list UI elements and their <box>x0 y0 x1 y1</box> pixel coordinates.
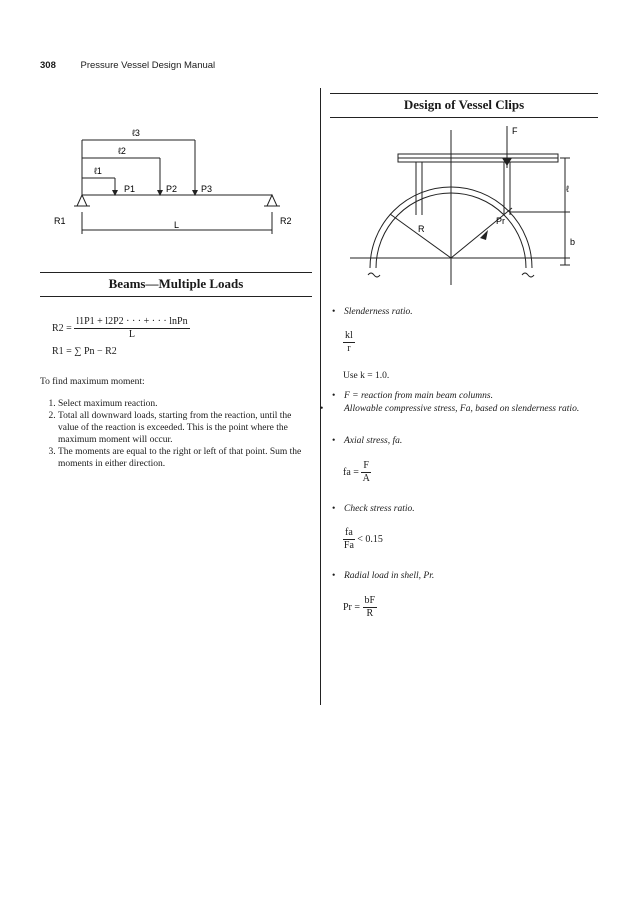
pr-equation <box>343 595 377 620</box>
allowable-text: Allowable compressive stress, Fa, based on slenderness ratio. <box>344 404 580 414</box>
bullet-f-reaction: • F = reaction from main beam columns. <box>332 391 493 401</box>
check-text: Check stress ratio. <box>344 504 415 514</box>
use-k-text: Use k = 1.0. <box>343 371 390 381</box>
fa-equation <box>343 460 371 485</box>
section-rule-bottom <box>40 296 312 297</box>
ratio-numerator: fa <box>345 527 353 538</box>
bullet-radial: • Radial load in shell, Pr. <box>332 571 435 581</box>
radius-label: R <box>418 224 425 234</box>
fa-lhs: fa = <box>343 466 359 478</box>
p3-label: P3 <box>201 184 213 194</box>
clip-length-label: ℓ <box>566 184 569 194</box>
moment-steps <box>40 398 312 470</box>
kl-numerator: kl <box>345 330 353 341</box>
column-divider <box>320 88 321 705</box>
pr-numerator: bF <box>364 595 376 606</box>
p1-label: P1 <box>124 184 136 194</box>
bullet-allowable: • Allowable compressive stress, Fa, based on slenderness ratio. <box>320 404 580 414</box>
step-3: 3. The moments are equal to the right or left of that point. Sum the moments in either direction. <box>58 446 312 470</box>
step-1: 1. Select maximum reaction. <box>58 398 312 410</box>
r2-lhs: R2 = <box>52 322 72 334</box>
p2-label: P2 <box>166 184 178 194</box>
running-header <box>40 60 215 71</box>
span-label: L <box>174 220 180 230</box>
vessel-clip-diagram <box>330 120 595 290</box>
f-reaction-text: F = reaction from main beam columns. <box>344 391 493 401</box>
step-2: 2. Total all downward loads, starting from the reaction, until the value of the reaction is exceeded. This is the point where the maximum moment will occur. <box>58 410 312 446</box>
beam-diagram <box>40 120 310 250</box>
axial-text: Axial stress, fa. <box>344 436 403 446</box>
r2-label: R2 <box>280 216 292 226</box>
l1-label: ℓ1 <box>94 166 102 176</box>
section-rule-top <box>40 272 312 273</box>
pr-lhs: Pr = <box>343 601 361 613</box>
clips-rule-bottom <box>330 117 598 118</box>
ratio-rhs: < 0.15 <box>357 533 383 545</box>
ratio-denominator: Fa <box>343 540 354 551</box>
r2-numerator: l1P1 + l2P2 · · · + · · · lnPn <box>76 316 188 327</box>
clips-rule-top <box>330 93 598 94</box>
fa-numerator: F <box>363 460 369 471</box>
clips-title: Design of Vessel Clips <box>403 97 525 112</box>
ratio-equation <box>343 527 383 552</box>
r2-denominator: L <box>128 329 135 340</box>
kl-fraction <box>343 330 355 355</box>
bullet-check: • Check stress ratio. <box>332 504 415 514</box>
r1-label: R1 <box>54 216 66 226</box>
kl-denominator: r <box>347 343 351 354</box>
radial-text: Radial load in shell, Pr. <box>344 571 435 581</box>
page-number: 308 <box>40 60 56 71</box>
l2-label: ℓ2 <box>118 146 126 156</box>
moment-intro: To find maximum moment: <box>40 377 145 387</box>
bullet-slenderness: • Slenderness ratio. <box>332 307 413 317</box>
l3-label: ℓ3 <box>132 128 140 138</box>
r2-equation <box>52 316 190 341</box>
radial-load-label: Pr <box>496 216 505 226</box>
book-title: Pressure Vessel Design Manual <box>80 60 216 71</box>
b-dimension-label: b <box>570 237 576 247</box>
slenderness-text: Slenderness ratio. <box>344 307 413 317</box>
fa-denominator: A <box>362 473 370 484</box>
beams-title: Beams—Multiple Loads <box>108 276 244 291</box>
r1-equation: R1 = ∑ Pn − R2 <box>52 346 117 357</box>
pr-denominator: R <box>366 608 374 619</box>
bullet-axial: • Axial stress, fa. <box>332 436 403 446</box>
force-label: F <box>512 126 518 136</box>
